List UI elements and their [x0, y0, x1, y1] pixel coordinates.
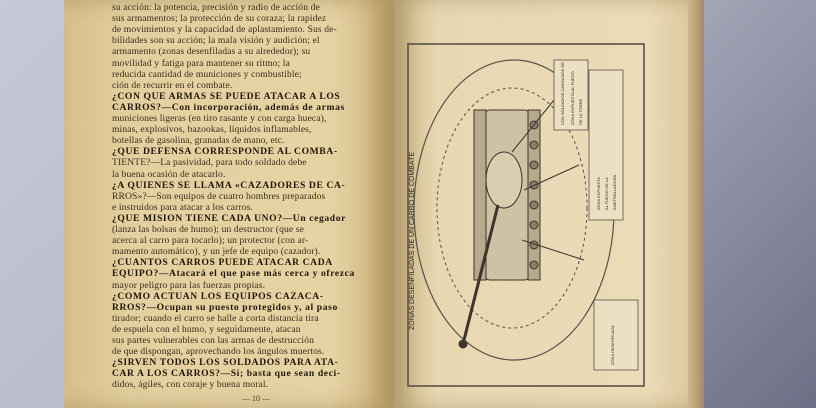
text-line: ¿CUANTOS CARROS PUEDE ATACAR CADA: [112, 257, 333, 269]
text-line: de movimientos y la capacidad de aplastamiento. Sus de-: [112, 24, 337, 36]
text-line: mamento automático), y un jefe de equipo (cazador).: [112, 246, 321, 258]
legend-label-3: DE LA TORRE: [578, 98, 583, 125]
text-line: ¿QUE MISION TIENE CADA UNO?—Un cegador: [112, 212, 346, 224]
text-line: botellas de gasolina, granadas de mano, etc.: [112, 135, 285, 147]
text-line: ¿QUE DEFENSA CORRESPONDE AL COMBA-: [112, 146, 338, 158]
text-line: ¿CON QUE ARMAS SE PUEDE ATACAR A LOS: [112, 90, 341, 102]
text-line: CAR A LOS CARROS?—Sí; basta que sean deci-: [112, 368, 341, 380]
text-line: RROS»?—Son equipos de cuatro hombres preparados: [112, 190, 326, 202]
text-line: ¿A QUIENES SE LLAMA «CAZADORES DE CA-: [112, 179, 346, 191]
text-line: CARROS?—Con incorporación, además de armas: [112, 101, 345, 113]
figure-caption: ZONAS DESENFILADAS DE UN CARRO DE COMBATE: [409, 151, 416, 330]
text-line: sus partes vulnerables con las armas de destrucción: [112, 335, 314, 346]
tank-diagram: [404, 40, 650, 392]
legend-label-5: AL FUEGO DE LA: [604, 177, 609, 210]
text-line: reducida cantidad de municiones y combustible;: [112, 68, 302, 80]
text-line: la buena ocasión de atacarlo.: [112, 168, 226, 180]
page-number: — 10 —: [242, 394, 270, 403]
text-line: tirador; cuando el carro se halle a corta distancia tira: [112, 312, 319, 324]
zone-boxes: [554, 60, 638, 370]
legend-label-4: ZONA EXPUESTA: [596, 176, 601, 210]
text-line: minas, explosivos, bazookas, líquidos inflamables,: [112, 124, 312, 136]
text-line: de que dispongan, aprovechando los ángulos muertos.: [112, 346, 325, 358]
page-edge: [688, 0, 704, 408]
text-line: TIENTE?—La pasividad, para todo soldado debe: [112, 157, 307, 169]
legend-label-6: AMETRALLADORA: [612, 174, 617, 210]
text-line: sus armamentos; la protección de su coraza; la rapidez: [112, 13, 327, 25]
legend-label-1: CON SOLDADOS CARGADOS DE: [560, 62, 565, 125]
text-line: movilidad y fatiga para mantener su ritmo; la: [112, 57, 290, 69]
text-line: e instruidos para atacar a los carros.: [112, 201, 253, 213]
text-line: ción de recurrir en el combate.: [112, 79, 233, 91]
text-line: EQUIPO?—Atacará el que pase más cerca y ofrezca: [112, 268, 355, 280]
text-line: armamento (zonas desenfiladas a su alrededor); su: [112, 46, 311, 58]
text-line: ¿SIRVEN TODOS LOS SOLDADOS PARA ATA-: [112, 357, 339, 369]
text-line: ¿COMO ACTUAN LOS EQUIPOS CAZACA-: [112, 290, 324, 302]
text-line: su acción: la potencia, precisión y radio de acción de: [112, 2, 320, 13]
legend-label-2: ZONA EXPUESTA AL FUEGO: [570, 71, 575, 125]
text-line: de espuela con el humo, y seguidamente, atacan: [112, 323, 301, 335]
text-line: (lanza las bolsas de humo); un destructor (que se: [112, 224, 304, 235]
text-line: municiones ligeras (en tiro rasante y con carga hueca),: [112, 113, 327, 124]
text-line: didos, ágiles, con coraje y buena moral.: [112, 379, 269, 391]
legend-label-7: ZONA DESENFILADA: [610, 325, 615, 365]
text-line: mayor peligro para las fuerzas propias.: [112, 279, 266, 291]
tank-drawing: [459, 100, 584, 348]
left-page-text: [112, 0, 384, 396]
text-line: RROS?—Ocupan su puesto protegidos y, al paso: [112, 301, 338, 313]
text-line: acerca al carro para tocarlo); un protector (con ar-: [112, 235, 309, 247]
text-line: bilidades son su acción; la mala visión y audición; el: [112, 35, 320, 47]
